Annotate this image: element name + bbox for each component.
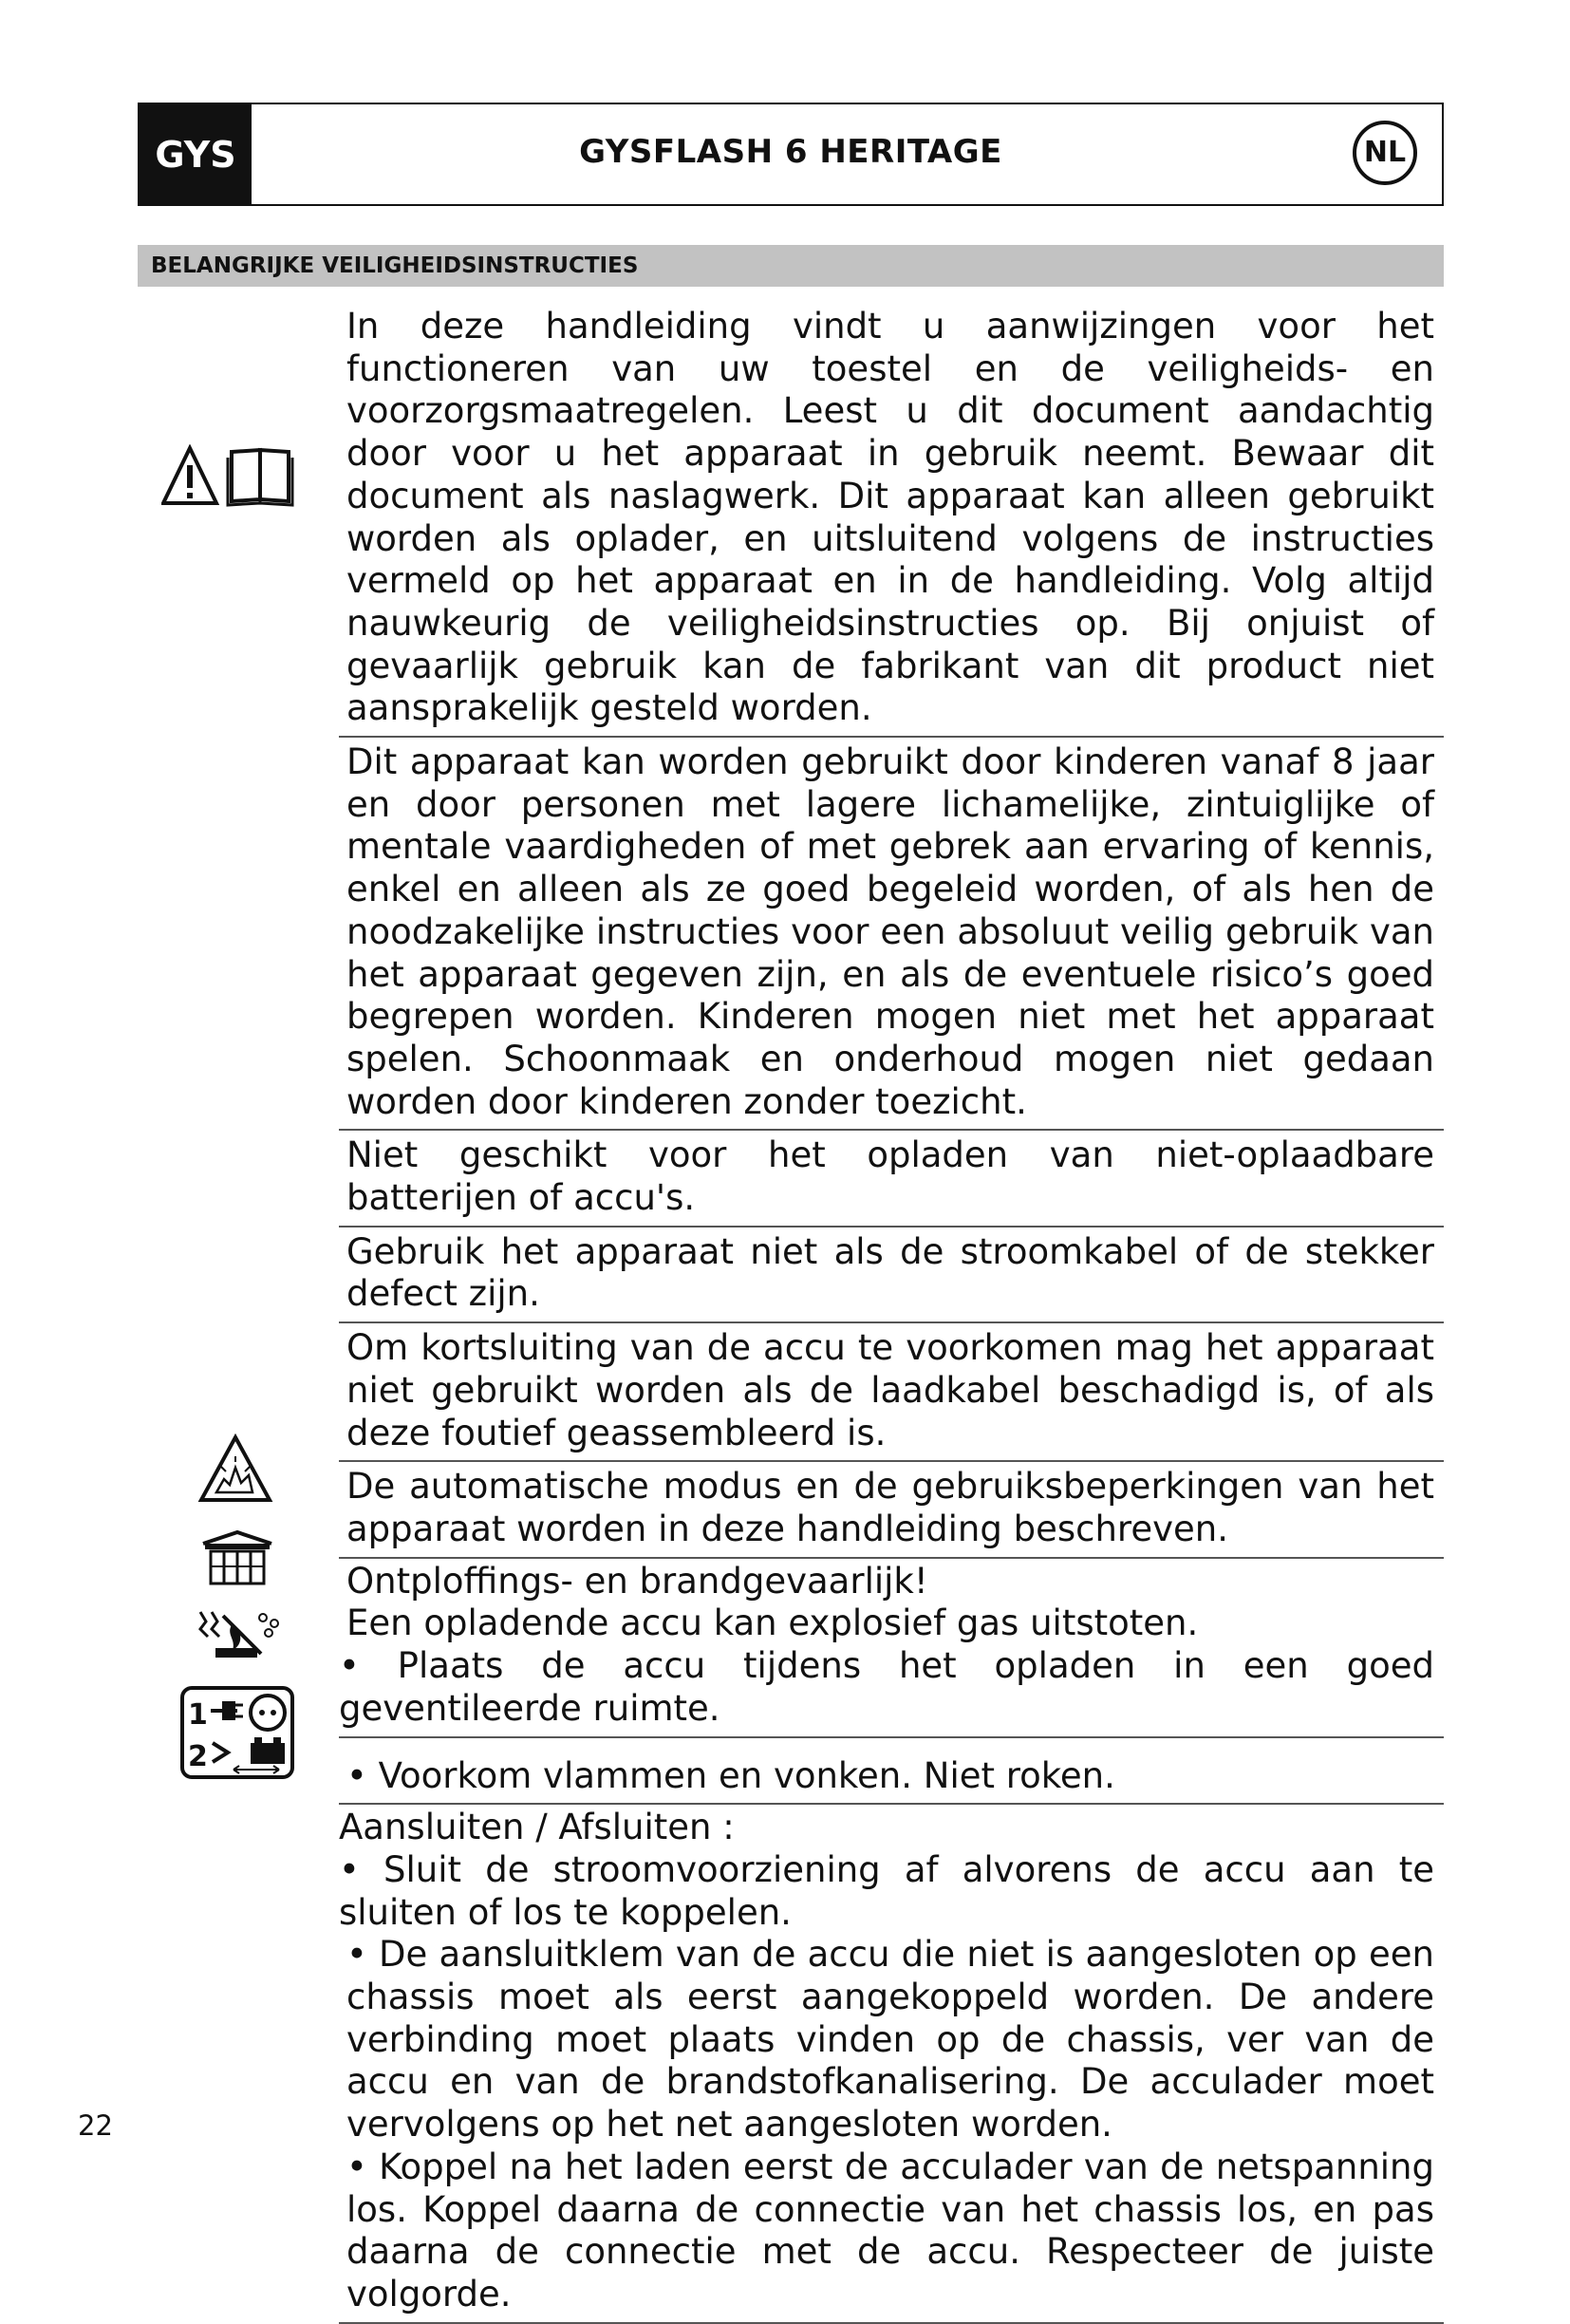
defect-cable-paragraph: [339, 1228, 1444, 1323]
document-title: GYSFLASH 6 HERITAGE: [579, 133, 1002, 171]
non-rechargeable-paragraph: [339, 1131, 1444, 1227]
clamp-order-bullet: • De aansluitklem van de accu die niet is aangesloten op een chassis moet als eerst aangekoppeld worden. De andere verbinding moet plaats vinden op de chassis, ver van de accu en van de brandstofkanalisering. De acculader moet vervolgens op het net aangesloten worden.: [346, 1934, 1434, 2146]
svg-text:2: 2: [188, 1740, 208, 1773]
paragraph-text: Dit apparaat kan worden gebruikt door kinderen vanaf 8 jaar en door personen met lagere lichamelijke, zintuiglijke of mentale vaardigheden of met gebrek aan ervaring of kennis, enkel en alleen als ze goed begeleid worden, of als hen de noodzakelijke instructies voor een absoluut veilig gebruik van het apparaat gegeven zijn, en als de eventuele risico’s goed begrepen worden. Kinderen mogen niet met het apparaat spelen. Schoonmaak en onderhoud mogen niet gedaan worden door kinderen zonder toezicht.: [346, 741, 1434, 1122]
connection-order-icon: [180, 1686, 294, 1779]
short-circuit-paragraph: [339, 1323, 1444, 1462]
paragraph-text: Niet geschikt voor het opladen van niet-oplaadbare batterijen of accu's.: [346, 1134, 1434, 1219]
flame-block: [339, 1738, 1444, 1806]
children-paragraph: [339, 738, 1444, 1131]
section-title: BELANGRIJKE VEILIGHEIDSINSTRUCTIES: [138, 245, 1444, 287]
paragraph-text: Om kortsluiting van de accu te voorkomen mag het apparaat niet gebruikt worden als de laadkabel beschadigd is, of als deze foutief geassembleerd is.: [346, 1327, 1434, 1453]
explosion-heading: Ontploffings- en brandgevaarlijk!: [346, 1560, 928, 1602]
connect-block: [339, 1805, 1444, 2323]
page-number: 22: [78, 2109, 113, 2142]
ventilation-icon: [199, 1528, 275, 1585]
connect-heading: Aansluiten / Afsluiten :: [339, 1807, 735, 1848]
after-charging-bullet: • Koppel na het laden eerst de acculader van de netspanning los. Koppel daarna de connectie van het chassis los, en pas daarna de connectie met de accu. Respecteer de juiste volgorde.: [346, 2146, 1434, 2315]
intro-paragraph: [339, 302, 1444, 738]
paragraph-text: In deze handleiding vindt u aanwijzingen voor het functioneren van uw toestel en de veiligheids- en voorzorgsmaatregelen. Leest u dit document aandachtig door voor u het apparaat in gebruik neemt. Bewaar dit document als naslagwerk. Dit apparaat kan alleen gebruikt worden als oplader, en uitsluitend volgens de instructies vermeld op het apparaat en in de handleiding. Volg altijd nauwkeurig de veiligheidsinstructies op. Bij onjuist of gevaarlijk gebruik kan de fabrikant van dit product niet aansprakelijk gesteld worden.: [346, 306, 1434, 729]
explosion-text: Een opladende accu kan explosief gas uitstoten.: [346, 1602, 1199, 1644]
svg-text:GYS: GYS: [155, 134, 236, 176]
explosion-block: [339, 1559, 1444, 1738]
paragraph-text: De automatische modus en de gebruiksbeperkingen van het apparaat worden in deze handleiding beschreven.: [346, 1466, 1434, 1549]
warning-read-manual-icon: [161, 444, 313, 507]
document-header: [138, 103, 1444, 206]
language-badge: NL: [1353, 121, 1417, 185]
ventilation-bullet: • Plaats de accu tijdens het opladen in een goed geventileerde ruimte.: [339, 1645, 1434, 1729]
explosion-hazard-icon: [197, 1434, 273, 1504]
automatic-mode-paragraph: [339, 1462, 1444, 1558]
no-flames-icon: [195, 1606, 280, 1659]
paragraph-text: Gebruik het apparaat niet als de stroomkabel of de stekker defect zijn.: [346, 1230, 1434, 1315]
disconnect-power-bullet: • Sluit de stroomvoorziening af alvorens de accu aan te sluiten of los te koppelen.: [339, 1848, 1434, 1933]
svg-text:1: 1: [188, 1698, 208, 1732]
instructions-column: [339, 302, 1444, 2324]
no-flames-bullet: • Voorkom vlammen en vonken. Niet roken.: [346, 1754, 1115, 1796]
